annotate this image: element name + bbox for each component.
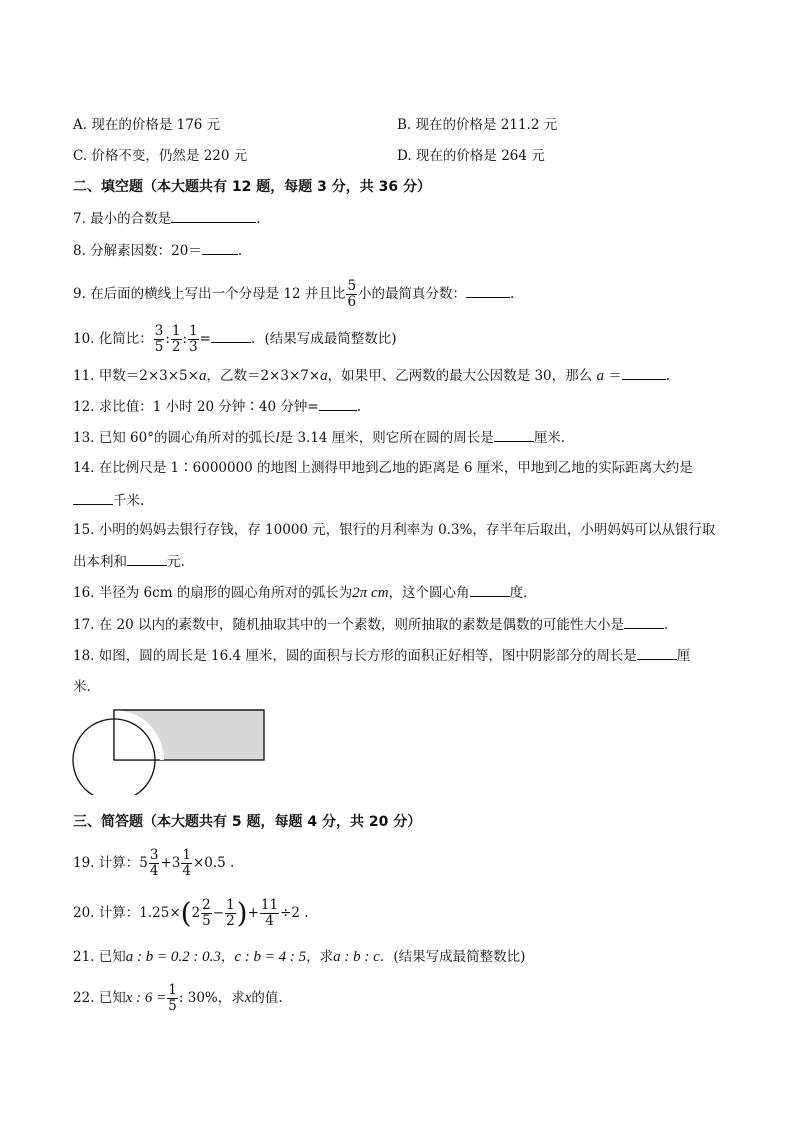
fraction-den: 6 bbox=[347, 294, 357, 310]
q20-fraction-1 bbox=[201, 898, 212, 929]
q22-pre: 22. 已知 bbox=[73, 990, 126, 1006]
fraction-num: 3 bbox=[149, 847, 159, 863]
q9-post: 小的最简真分数： bbox=[358, 286, 467, 302]
answer-blank bbox=[202, 240, 238, 255]
q21-mid: ， bbox=[220, 949, 235, 965]
q9-pre: 9. 在后面的横线上写出一个分母是 12 并且比 bbox=[73, 286, 346, 302]
answer-blank bbox=[73, 490, 113, 505]
q16-unit: 度. bbox=[509, 585, 528, 601]
q21-post: ．(结果写成最简整数比) bbox=[379, 949, 526, 965]
answer-blank bbox=[637, 645, 677, 660]
question-16 bbox=[73, 582, 527, 603]
q10-fraction-2 bbox=[171, 324, 182, 355]
q13-unit: 厘米. bbox=[533, 430, 566, 446]
q18-text: 18. 如图，圆的周长是 16.4 厘米，圆的面积与长方形的面积正好相等，图中阴影部分的周长是 bbox=[73, 648, 637, 664]
question-7: 7. 最小的合数是 . bbox=[73, 208, 260, 229]
q11-eq: ＝ bbox=[603, 368, 622, 384]
q7-text: 7. 最小的合数是 bbox=[73, 211, 172, 227]
var-a: a bbox=[320, 368, 328, 384]
answer-blank bbox=[171, 208, 256, 223]
answer-blank bbox=[470, 582, 510, 597]
q22-expr: x : 6 = bbox=[125, 990, 167, 1006]
question-15-line2 bbox=[73, 551, 185, 572]
q19-fraction-2 bbox=[181, 848, 192, 879]
fraction-num: 1 bbox=[226, 897, 235, 913]
mixed-whole: 2 bbox=[191, 905, 201, 921]
q20-post: ÷2 . bbox=[280, 905, 309, 921]
var-a: a bbox=[198, 368, 207, 384]
question-14-line2 bbox=[73, 490, 144, 511]
q22-after: : 30% bbox=[178, 990, 218, 1006]
fraction-num: 1 bbox=[189, 323, 198, 339]
option-c: C. 价格不变，仍然是 220 元 bbox=[73, 148, 248, 164]
q20-fraction-2 bbox=[225, 898, 236, 929]
q13-post: 是 3.14 厘米，则它所在圆的周长是 bbox=[279, 430, 494, 446]
fraction-den: 2 bbox=[226, 913, 235, 929]
fraction-num: 11 bbox=[260, 897, 279, 913]
fraction-den: 4 bbox=[265, 913, 274, 929]
question-10: 10. 化简比： $\frac{3}{5}$ : $\frac{1}{2}$ : $\frac{1}{3}$ = ．(结果写成最简整数比) bbox=[73, 323, 397, 355]
q11-part-a: 11. 甲数＝2×3×5× bbox=[73, 368, 199, 384]
fraction-den: 4 bbox=[149, 863, 159, 879]
fraction-den: 2 bbox=[171, 339, 181, 355]
q18-unit1: 厘 bbox=[676, 648, 691, 664]
q19-fraction-1 bbox=[149, 848, 160, 879]
answer-blank bbox=[466, 283, 510, 298]
answer-blank bbox=[127, 551, 167, 566]
question-21 bbox=[73, 947, 525, 967]
q11-part-c: ，如果甲、乙两数的最大公因数是 30，那么 bbox=[327, 368, 593, 384]
q19-post: ×0.5 . bbox=[192, 855, 235, 871]
section3-heading: 三、简答题（本大题共有 5 题，每题 4 分，共 20 分） bbox=[73, 814, 422, 830]
plus: + bbox=[247, 905, 259, 921]
q10-fraction-3 bbox=[188, 324, 199, 355]
var-a: a bbox=[596, 368, 604, 384]
mixed-whole: 5 bbox=[139, 855, 148, 871]
fraction-num: 3 bbox=[154, 323, 164, 339]
q21-mid2: ，求 bbox=[306, 949, 334, 965]
q21-expr1: a : b = 0.2 : 0.3 bbox=[125, 949, 221, 965]
answer-blank bbox=[494, 427, 534, 442]
question-20 bbox=[73, 898, 309, 929]
question-14-line1: 14. 在比例尺是 1∶6000000 的地图上测得甲地到乙地的距离是 6 厘米，甲地到乙地的实际距离大约是 bbox=[73, 460, 693, 476]
q16-post: ，这个圆心角 bbox=[388, 585, 470, 601]
q14-unit: 千米. bbox=[113, 493, 145, 509]
question-22 bbox=[73, 983, 283, 1014]
q11-part-b: ，乙数＝2×3×7× bbox=[206, 368, 321, 384]
q8-text: 8. 分解素因数：20＝ bbox=[73, 243, 202, 259]
fraction-den: 5 bbox=[154, 339, 164, 355]
fraction-den: 3 bbox=[189, 339, 198, 355]
q22-post: 的值. bbox=[251, 990, 283, 1006]
q10-post: ．(结果写成最简整数比) bbox=[250, 331, 397, 347]
q22-fraction bbox=[167, 983, 178, 1014]
q12-text: 12. 求比值：1 小时 20 分钟∶40 分钟= bbox=[73, 399, 319, 415]
fraction-num: 1 bbox=[168, 982, 177, 998]
minus: − bbox=[212, 905, 225, 921]
right-paren: ) bbox=[236, 896, 248, 930]
question-18-line2: 米. bbox=[73, 679, 91, 695]
option-d: D. 现在的价格是 264 元 bbox=[397, 148, 545, 164]
fraction-den: 4 bbox=[182, 863, 191, 879]
q19-mid: +3 bbox=[160, 855, 181, 871]
q17-text: 17. 在 20 以内的素数中，随机抽取其中的一个素数，则所抽取的素数是偶数的可能性大小是 bbox=[73, 617, 625, 633]
answer-blank bbox=[319, 396, 357, 411]
fraction-num: 1 bbox=[171, 323, 181, 339]
fraction-num: 5 bbox=[347, 278, 357, 294]
q16-pre: 16. 半径为 6cm 的扇形的圆心角所对的弧长为 bbox=[73, 585, 353, 601]
q19-pre: 19. 计算： bbox=[73, 855, 140, 871]
q21-expr2: c : b = 4 : 5 bbox=[234, 949, 307, 965]
q21-expr3: a : b : c bbox=[333, 949, 380, 965]
q9-fraction bbox=[346, 279, 357, 310]
question-15-line1: 15. 小明的妈妈去银行存钱，存 10000 元，银行的月利率为 0.3%，存半年后取出，小明妈妈可以从银行取 bbox=[73, 522, 716, 538]
q20-pre: 20. 计算：1.25× bbox=[73, 905, 181, 921]
var-x: x bbox=[244, 990, 252, 1006]
option-b: B. 现在的价格是 211.2 元 bbox=[397, 117, 558, 133]
fraction-den: 5 bbox=[202, 913, 211, 929]
left-paren: ( bbox=[180, 896, 192, 930]
option-a: A. 现在的价格是 176 元 bbox=[73, 117, 221, 133]
question-9: 9. 在后面的横线上写出一个分母是 12 并且比 $\frac{5}{6}$ 小的最简真分数： . bbox=[73, 278, 515, 310]
fraction-num: 2 bbox=[202, 897, 211, 913]
q15-pre: 出本利和 bbox=[73, 554, 127, 570]
q10-fraction-1 bbox=[154, 324, 165, 355]
circle-rectangle-figure bbox=[70, 705, 270, 795]
q15-unit: 元. bbox=[167, 554, 185, 570]
var-l: l bbox=[275, 430, 280, 446]
answer-blank bbox=[624, 614, 664, 629]
q13-pre: 13. 已知 60°的圆心角所对的弧长 bbox=[73, 430, 276, 446]
answer-blank bbox=[622, 365, 666, 380]
q21-pre: 21. 已知 bbox=[73, 949, 126, 965]
question-19 bbox=[73, 848, 234, 879]
fraction-num: 1 bbox=[182, 847, 191, 863]
q20-fraction-3 bbox=[260, 898, 279, 929]
question-11: 11. 甲数＝2×3×5×a，乙数＝2×3×7×a，如果甲、乙两数的最大公因数是 30，那么 a ＝ . bbox=[73, 365, 670, 386]
question-18-line1 bbox=[73, 645, 690, 666]
q10-pre: 10. 化简比： bbox=[73, 331, 153, 347]
section2-heading: 二、填空题（本大题共有 12 题，每题 3 分，共 36 分） bbox=[73, 179, 431, 195]
fraction-den: 5 bbox=[168, 998, 177, 1014]
question-8: 8. 分解素因数：20＝ . bbox=[73, 240, 242, 261]
question-13 bbox=[73, 427, 565, 448]
answer-blank bbox=[211, 328, 251, 343]
question-12: 12. 求比值：1 小时 20 分钟∶40 分钟= . bbox=[73, 396, 361, 417]
q16-expr: 2π cm bbox=[352, 585, 389, 601]
question-17: 17. 在 20 以内的素数中，随机抽取其中的一个素数，则所抽取的素数是偶数的可能性大小是 . bbox=[73, 614, 668, 635]
q22-mid: ，求 bbox=[217, 990, 245, 1006]
